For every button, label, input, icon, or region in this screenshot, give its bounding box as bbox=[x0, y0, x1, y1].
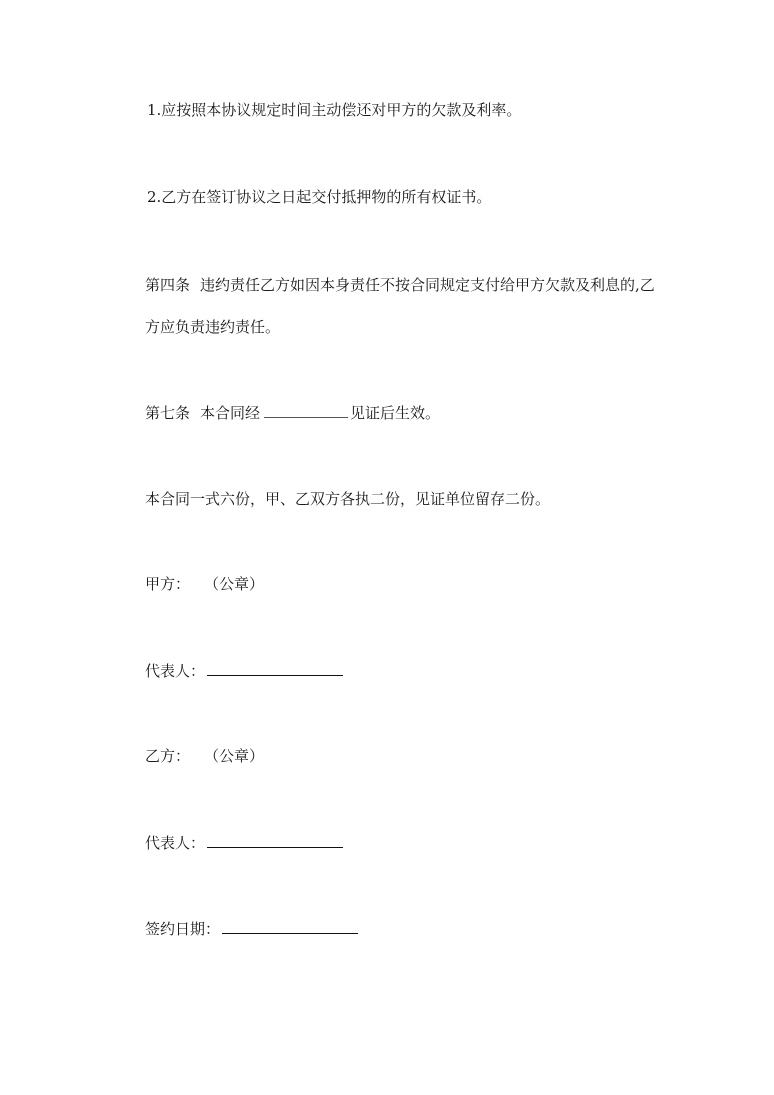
article-7 bbox=[145, 403, 440, 423]
copies-clause bbox=[145, 489, 550, 509]
article-7-heading: 第七条 bbox=[145, 404, 191, 422]
clause-item-2 bbox=[147, 187, 491, 207]
article-4-heading: 第四条 bbox=[145, 276, 191, 294]
signing-date-blank bbox=[222, 919, 358, 934]
witness-blank bbox=[264, 403, 348, 418]
clause-item-1-text: 1.应按照本协议规定时间主动偿还对甲方的欠款及利率。 bbox=[147, 101, 522, 119]
representative-b bbox=[145, 833, 343, 853]
party-b bbox=[145, 746, 264, 766]
representative-b-blank bbox=[207, 833, 343, 848]
signing-date-label: 签约日期： bbox=[145, 920, 221, 938]
article-4-line-1 bbox=[145, 275, 655, 295]
article-4-text-2: 方应负责违约责任。 bbox=[145, 318, 281, 336]
party-a-seal: （公章） bbox=[204, 575, 265, 593]
article-7-text-before: 本合同经 bbox=[200, 404, 261, 422]
party-b-label: 乙方： bbox=[145, 747, 191, 765]
article-7-text-after: 见证后生效。 bbox=[350, 404, 441, 422]
clause-item-1 bbox=[147, 100, 521, 120]
party-b-seal: （公章） bbox=[204, 747, 265, 765]
article-4-text-1: 违约责任乙方如因本身责任不按合同规定支付给甲方欠款及利息的,乙 bbox=[200, 276, 655, 294]
party-a-label: 甲方： bbox=[145, 575, 191, 593]
representative-a-label: 代表人： bbox=[145, 662, 206, 680]
article-4-line-2 bbox=[145, 317, 280, 337]
representative-a-blank bbox=[207, 661, 343, 676]
party-a bbox=[145, 574, 264, 594]
representative-b-label: 代表人： bbox=[145, 834, 206, 852]
signing-date bbox=[145, 919, 358, 939]
clause-item-2-text: 2.乙方在签订协议之日起交付抵押物的所有权证书。 bbox=[147, 188, 492, 206]
copies-text: 本合同一式六份，甲、乙双方各执二份，见证单位留存二份。 bbox=[145, 490, 551, 508]
representative-a bbox=[145, 661, 343, 681]
